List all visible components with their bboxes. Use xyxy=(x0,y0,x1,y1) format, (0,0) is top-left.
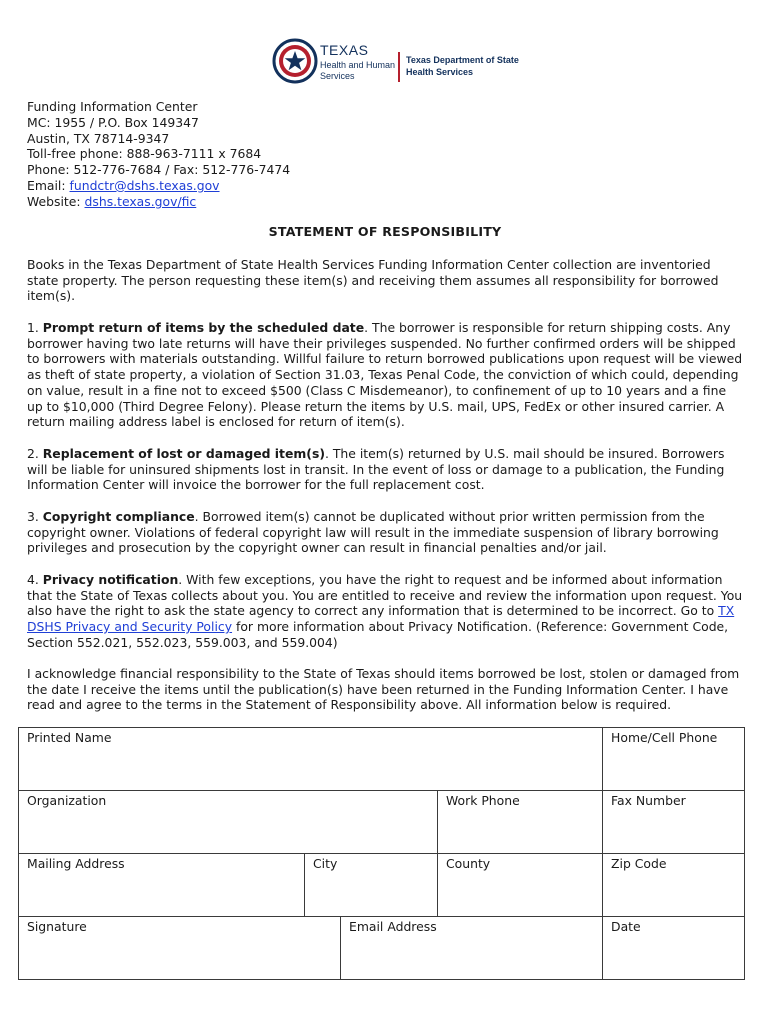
section-2 xyxy=(27,446,743,493)
organization-label: Organization xyxy=(27,793,107,808)
website-link[interactable]: dshs.texas.gov/fic xyxy=(84,193,197,209)
contact-tollfree: Toll-free phone: 888-963-7111 x 7684 xyxy=(27,146,262,162)
section-2-heading: Replacement of lost or damaged item(s) xyxy=(42,446,325,461)
email-address-field[interactable] xyxy=(341,917,603,980)
section-3-num: 3. xyxy=(27,509,43,524)
hhs-subtitle: Health and Human Services xyxy=(320,60,396,81)
mailing-address-field[interactable] xyxy=(19,854,305,917)
hhs-title: TEXAS xyxy=(320,42,369,58)
texas-seal-icon xyxy=(272,38,318,84)
privacy-policy-link[interactable]: TX DSHS Privacy and Security Policy xyxy=(27,603,735,635)
mailing-address-label: Mailing Address xyxy=(27,856,125,871)
county-field[interactable] xyxy=(438,854,603,917)
contact-phone-fax: Phone: 512-776-7684 / Fax: 512-776-7474 xyxy=(27,162,291,178)
signature-field[interactable] xyxy=(19,917,341,980)
acknowledgement-text: I acknowledge financial responsibility to the State of Texas should items borrowed be lost, stolen or damaged from the date I receive the items until the publication(s) have been returned in the Funding Information Center. I have read and agree to the terms in the Statement of Responsibility above. All information below is required. xyxy=(27,666,740,713)
page-title: STATEMENT OF RESPONSIBILITY xyxy=(268,224,502,239)
section-2-text: . The item(s) returned by U.S. mail should be insured. Borrowers will be liable for uninsured shipments lost in transit. In the event of loss or damage to a publication, the Funding Information Center will invoice the borrower for the full replacement cost. xyxy=(27,446,725,493)
city-label: City xyxy=(313,856,338,871)
email-label: Email: xyxy=(27,177,70,193)
section-4-text-b: for more information about Privacy Notification. (Reference: Government Code, Section 552.021, 552.023, 559.003, and 559.004) xyxy=(27,619,729,650)
fax-number-label: Fax Number xyxy=(611,793,686,808)
home-phone-label: Home/Cell Phone xyxy=(611,730,718,745)
printed-name-field[interactable] xyxy=(19,728,603,791)
email-link[interactable]: fundctr@dshs.texas.gov xyxy=(69,177,220,193)
section-3 xyxy=(27,509,743,556)
date-field[interactable] xyxy=(603,917,745,980)
section-1 xyxy=(27,320,743,430)
home-phone-field[interactable] xyxy=(603,728,745,791)
organization-field[interactable] xyxy=(19,791,438,854)
agency-logo-header xyxy=(272,38,522,88)
fax-number-field[interactable] xyxy=(603,791,745,854)
work-phone-label: Work Phone xyxy=(446,793,520,808)
section-1-num: 1. xyxy=(27,320,43,335)
work-phone-field[interactable] xyxy=(438,791,603,854)
zip-code-label: Zip Code xyxy=(611,856,667,871)
county-label: County xyxy=(446,856,491,871)
section-1-text: . The borrower is responsible for return shipping costs. Any borrower having two late returns will have their privileges suspended. No further confirmed orders will be shipped to borrowers with materials outstanding. Willful failure to return borrowed publications upon request will be viewed as theft of state property, a violation of Section 31.03, Texas Penal Code, the conviction of which could, depending on value, result in a fine not to exceed $500 (Class C Misdemeanor), to confinement of up to 10 years and a fine up to $10,000 (Third Degree Felony). Please return the items by U.S. mail, UPS, FedEx or other insured carrier. A return mailing address label is enclosed for return of item(s). xyxy=(27,320,743,430)
logo-divider xyxy=(398,52,400,82)
contact-org: Funding Information Center xyxy=(27,99,198,114)
city-field[interactable] xyxy=(305,854,438,917)
section-2-num: 2. xyxy=(27,446,43,461)
contact-mail: MC: 1955 / P.O. Box 149347 xyxy=(27,114,199,130)
acknowledgement-paragraph xyxy=(27,666,743,713)
date-label: Date xyxy=(611,919,641,934)
section-3-text: . Borrowed item(s) cannot be duplicated without prior written permission from the copyright owner. Violations of federal copyright law will result in the immediate suspension of library borrowing privileges and prosecution by the copyright owner can result in financial penalties and/or jail. xyxy=(27,509,719,556)
section-4-heading: Privacy notification xyxy=(42,572,179,587)
contact-email-line xyxy=(27,178,290,194)
section-1-heading: Prompt return of items by the scheduled date xyxy=(42,320,365,335)
borrower-info-form xyxy=(18,727,745,980)
contact-website-line xyxy=(27,194,290,210)
printed-name-label: Printed Name xyxy=(27,730,112,745)
email-address-label: Email Address xyxy=(349,919,437,934)
intro-paragraph xyxy=(27,257,743,304)
signature-label: Signature xyxy=(27,919,87,934)
zip-code-field[interactable] xyxy=(603,854,745,917)
section-4 xyxy=(27,572,743,651)
dshs-name: Texas Department of State Health Services xyxy=(406,55,519,77)
section-4-text-a: . With few exceptions, you have the right to request and be informed about information that the State of Texas collects about you. You are entitled to receive and review the information upon request. You also have the right to ask the state agency to correct any information that is determined to be incorrect. Go to xyxy=(27,572,743,619)
intro-text: Books in the Texas Department of State Health Services Funding Information Center collection are inventoried state property. The person requesting these item(s) and receiving them assumes all responsibility for borrowed item(s). xyxy=(27,257,719,304)
section-3-heading: Copyright compliance xyxy=(42,509,195,524)
website-label: Website: xyxy=(27,193,85,209)
contact-city: Austin, TX 78714-9347 xyxy=(27,130,170,146)
section-4-num: 4. xyxy=(27,572,43,587)
contact-block xyxy=(27,99,290,210)
